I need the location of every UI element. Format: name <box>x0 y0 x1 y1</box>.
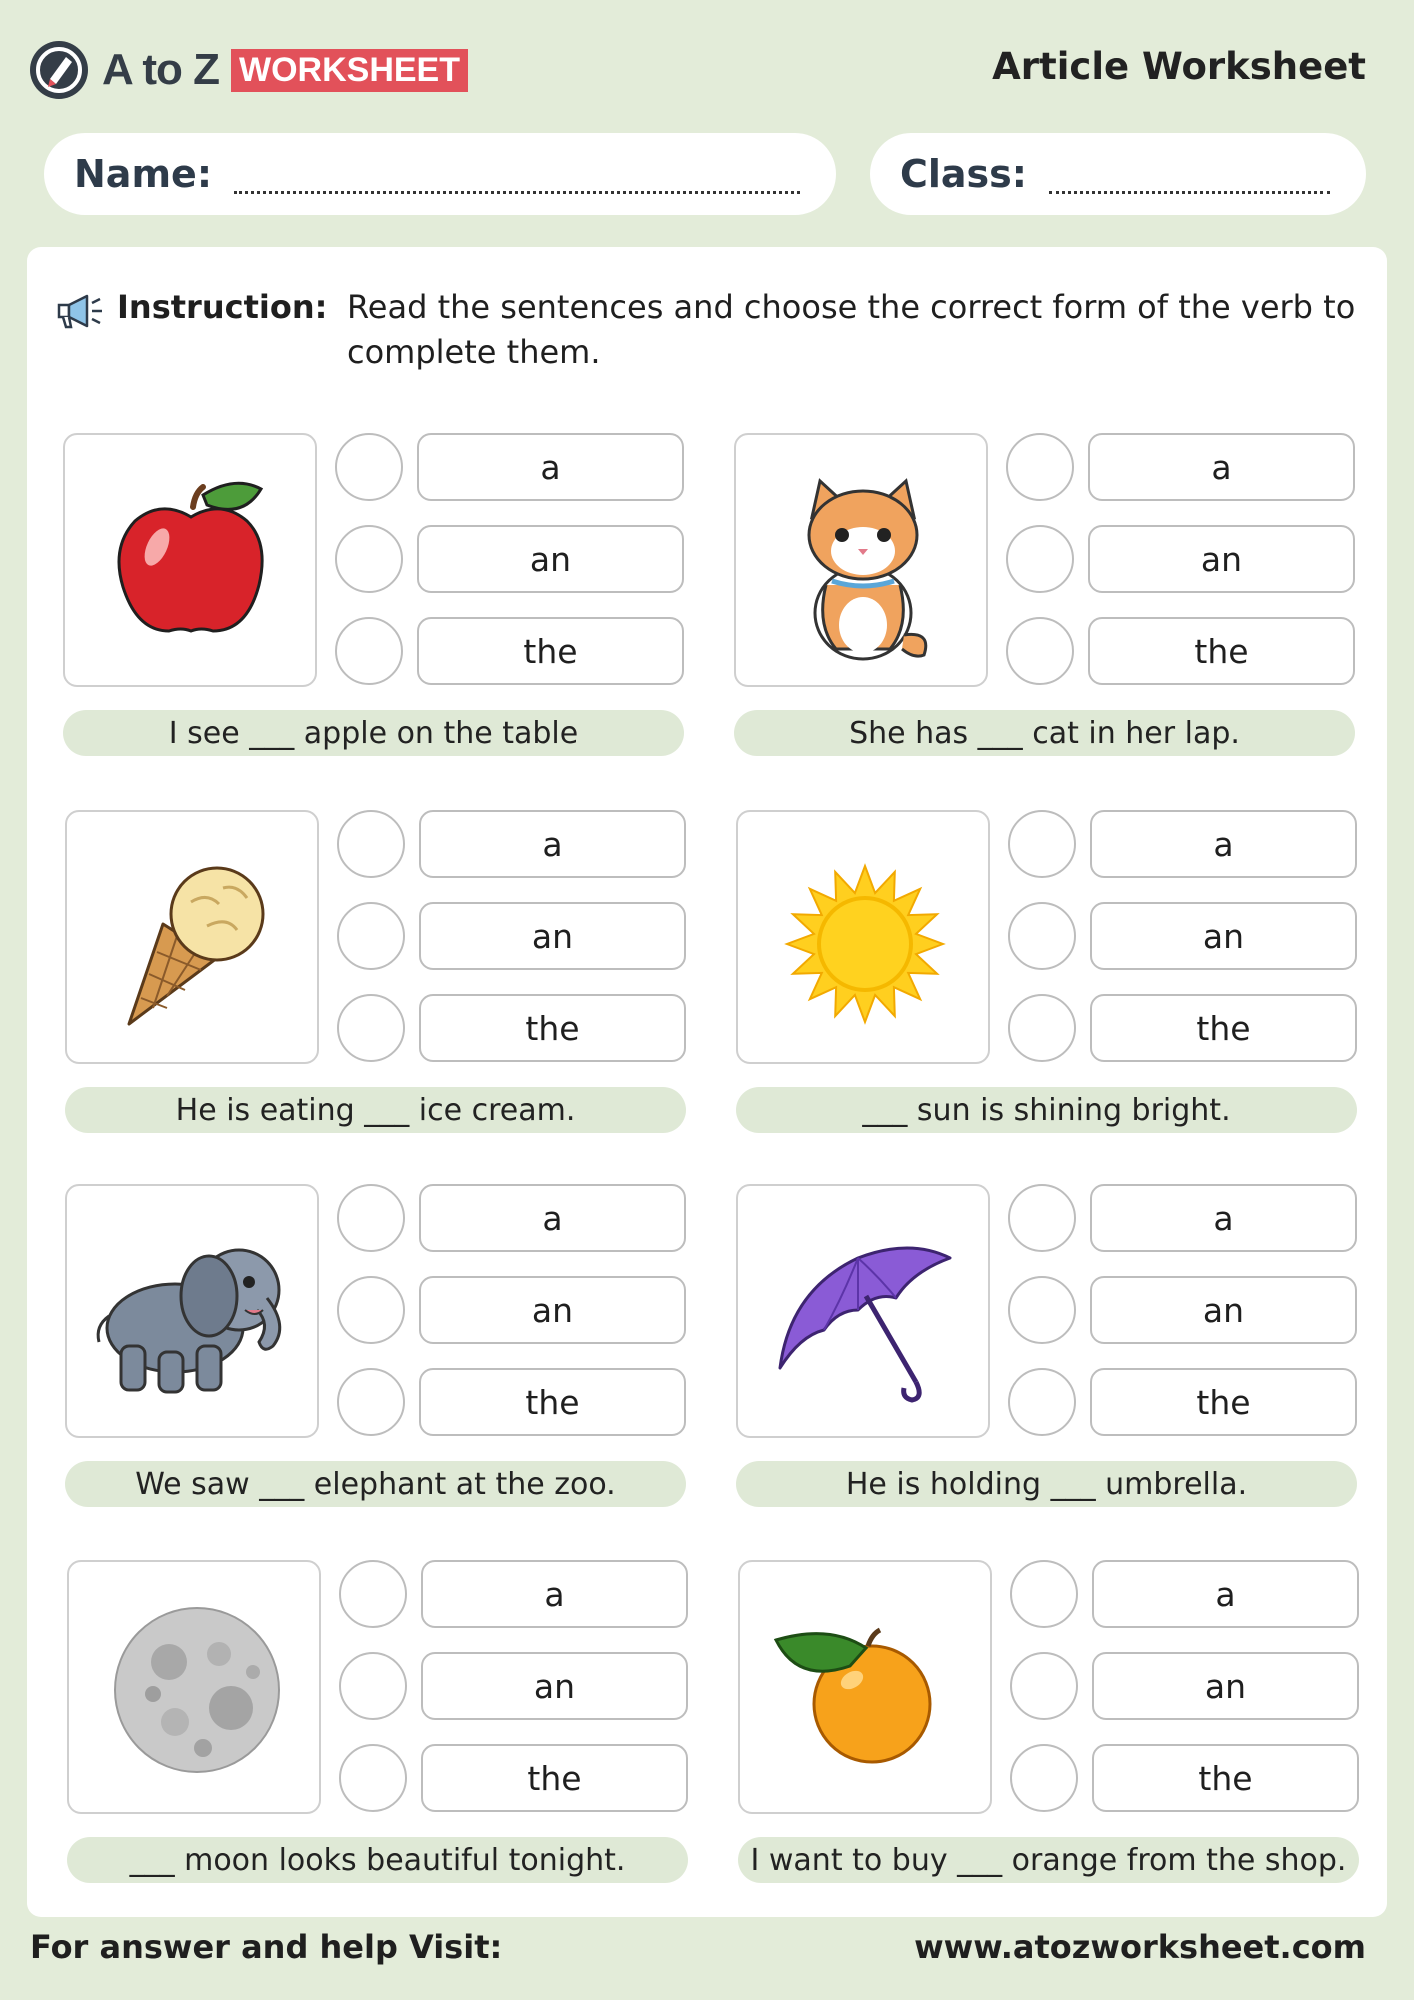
umbrella-image <box>736 1184 990 1438</box>
worksheet-panel <box>27 247 1387 1917</box>
option-a[interactable]: a <box>417 433 684 501</box>
option-the[interactable]: the <box>417 617 684 685</box>
class-field[interactable] <box>870 133 1366 215</box>
option-radio[interactable] <box>337 994 405 1062</box>
footer-website-link[interactable]: www.atozworksheet.com <box>914 1928 1366 1966</box>
question-sentence: I see ___ apple on the table <box>63 710 684 756</box>
logo-text: A to Z <box>102 45 219 94</box>
question-card <box>63 433 685 758</box>
option-the[interactable]: the <box>419 994 686 1062</box>
name-line[interactable] <box>234 181 800 194</box>
logo-tag: WORKSHEET <box>231 49 468 92</box>
question-sentence: We saw ___ elephant at the zoo. <box>65 1461 686 1507</box>
ice-cream-image <box>65 810 319 1064</box>
option-radio[interactable] <box>335 433 403 501</box>
option-radio[interactable] <box>1008 1184 1076 1252</box>
option-radio[interactable] <box>1006 525 1074 593</box>
option-radio[interactable] <box>1008 902 1076 970</box>
option-radio[interactable] <box>339 1744 407 1812</box>
option-an[interactable]: an <box>1090 1276 1357 1344</box>
option-an[interactable]: an <box>417 525 684 593</box>
footer-help-text: For answer and help Visit: <box>30 1928 503 1966</box>
option-an[interactable]: an <box>1090 902 1357 970</box>
option-a[interactable]: a <box>421 1560 688 1628</box>
option-radio[interactable] <box>1008 994 1076 1062</box>
option-radio[interactable] <box>337 1184 405 1252</box>
option-radio[interactable] <box>1008 1276 1076 1344</box>
question-sentence: He is eating ___ ice cream. <box>65 1087 686 1133</box>
question-card <box>736 1184 1358 1509</box>
question-sentence: I want to buy ___ orange from the shop. <box>738 1837 1359 1883</box>
option-radio[interactable] <box>1008 810 1076 878</box>
moon-image <box>67 1560 321 1814</box>
option-radio[interactable] <box>339 1560 407 1628</box>
option-radio[interactable] <box>337 810 405 878</box>
sun-image <box>736 810 990 1064</box>
question-card <box>65 1184 687 1509</box>
option-the[interactable]: the <box>1088 617 1355 685</box>
option-an[interactable]: an <box>1092 1652 1359 1720</box>
question-card <box>738 1560 1360 1885</box>
name-field[interactable] <box>44 133 836 215</box>
class-label: Class: <box>900 152 1027 196</box>
option-radio[interactable] <box>337 1368 405 1436</box>
orange-image <box>738 1560 992 1814</box>
option-radio[interactable] <box>335 617 403 685</box>
option-the[interactable]: the <box>1092 1744 1359 1812</box>
option-radio[interactable] <box>1010 1560 1078 1628</box>
option-the[interactable]: the <box>1090 994 1357 1062</box>
question-sentence: She has ___ cat in her lap. <box>734 710 1355 756</box>
apple-image <box>63 433 317 687</box>
option-a[interactable]: a <box>1092 1560 1359 1628</box>
question-sentence: He is holding ___ umbrella. <box>736 1461 1357 1507</box>
option-radio[interactable] <box>1010 1744 1078 1812</box>
question-sentence: ___ sun is shining bright. <box>736 1087 1357 1133</box>
option-an[interactable]: an <box>419 1276 686 1344</box>
option-radio[interactable] <box>339 1652 407 1720</box>
instruction-text: Read the sentences and choose the correct form of the verb to complete them. <box>347 288 1356 371</box>
option-radio[interactable] <box>1010 1652 1078 1720</box>
option-the[interactable]: the <box>419 1368 686 1436</box>
option-the[interactable]: the <box>1090 1368 1357 1436</box>
question-card <box>734 433 1356 758</box>
logo-pencil-icon <box>30 41 88 99</box>
megaphone-icon <box>55 291 105 343</box>
option-radio[interactable] <box>335 525 403 593</box>
instruction-label: Instruction: <box>117 288 328 326</box>
option-radio[interactable] <box>1006 617 1074 685</box>
question-card <box>736 810 1358 1135</box>
option-a[interactable]: a <box>1090 1184 1357 1252</box>
page-title: Article Worksheet <box>992 45 1366 88</box>
option-radio[interactable] <box>337 1276 405 1344</box>
elephant-image <box>65 1184 319 1438</box>
question-card <box>65 810 687 1135</box>
option-radio[interactable] <box>1008 1368 1076 1436</box>
option-radio[interactable] <box>337 902 405 970</box>
option-an[interactable]: an <box>1088 525 1355 593</box>
option-a[interactable]: a <box>1088 433 1355 501</box>
option-an[interactable]: an <box>421 1652 688 1720</box>
name-label: Name: <box>74 152 213 196</box>
question-card <box>67 1560 689 1885</box>
class-line[interactable] <box>1049 181 1330 194</box>
option-a[interactable]: a <box>1090 810 1357 878</box>
question-sentence: ___ moon looks beautiful tonight. <box>67 1837 688 1883</box>
option-the[interactable]: the <box>421 1744 688 1812</box>
option-an[interactable]: an <box>419 902 686 970</box>
option-a[interactable]: a <box>419 810 686 878</box>
option-a[interactable]: a <box>419 1184 686 1252</box>
cat-image <box>734 433 988 687</box>
brand-logo <box>30 40 468 100</box>
option-radio[interactable] <box>1006 433 1074 501</box>
